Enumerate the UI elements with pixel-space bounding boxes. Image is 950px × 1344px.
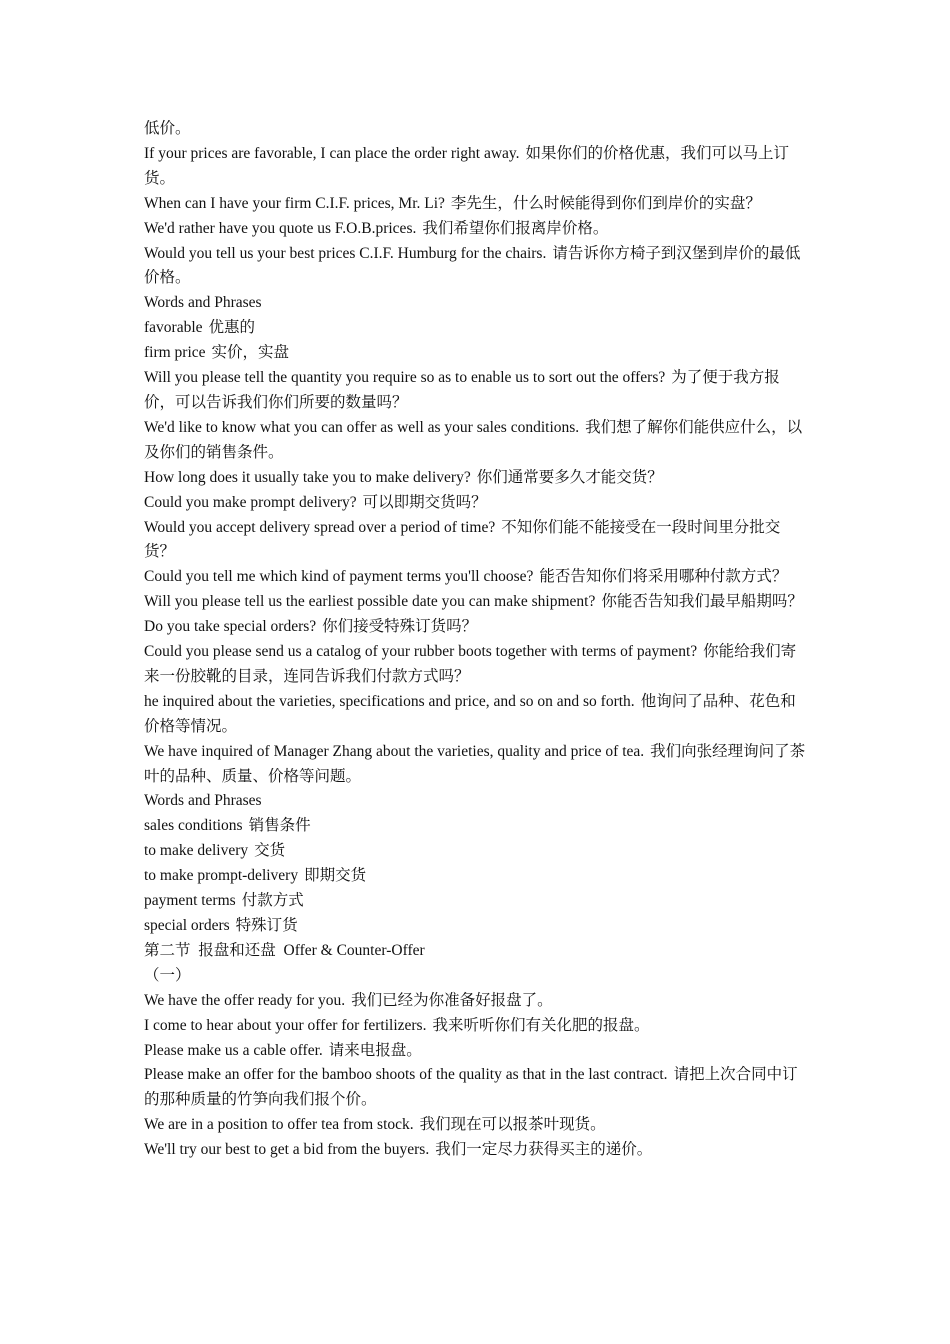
text-line: 低价。 — [144, 120, 191, 137]
text-line: Please make an offer for the bamboo shoots of the quality as that in the last contract. 请把上次合同中订的那种质量的竹笋向我们报个价。 — [144, 1066, 798, 1109]
glossary-item: favorable 优惠的 — [144, 319, 256, 337]
text-line: How long does it usually take you to make delivery? 你们通常要多久才能交货？ — [144, 468, 663, 486]
glossary-item: sales conditions 销售条件 — [144, 817, 311, 835]
text-line: Do you take special orders? 你们接受特殊订货吗？ — [144, 618, 478, 636]
glossary-item: firm price 实价，实盘 — [144, 344, 290, 362]
text-line: If your prices are favorable, I can place the order right away. 如果你们的价格优惠，我们可以马上订货。 — [144, 144, 790, 187]
text-line: We'll try our best to get a bid from the buyers. 我们一定尽力获得买主的递价。 — [144, 1141, 653, 1159]
text-line: We'd like to know what you can offer as well as your sales conditions. 我们想了解你们能供应什么，以及你们的销售条件。 — [144, 418, 803, 461]
section-heading: Words and Phrases — [144, 792, 262, 810]
text-line: We are in a position to offer tea from stock. 我们现在可以报茶叶现货。 — [144, 1116, 606, 1134]
glossary-item: payment terms 付款方式 — [144, 892, 304, 910]
text-line: When can I have your firm C.I.F. prices, Mr. Li? 李先生，什么时候能得到你们到岸价的实盘？ — [144, 194, 761, 212]
text-line: We have inquired of Manager Zhang about the varieties, quality and price of tea. 我们向张经理询问了茶叶的品种、质量、价格等问题。 — [144, 742, 806, 785]
text-line: I come to hear about your offer for fertilizers. 我来听听你们有关化肥的报盘。 — [144, 1016, 650, 1034]
text-line: Would you tell us your best prices C.I.F. Humburg for the chairs. 请告诉你方椅子到汉堡到岸价的最低价格。 — [144, 244, 801, 287]
glossary-item: to make prompt-delivery 即期交货 — [144, 867, 367, 885]
subsection-marker: （一） — [144, 966, 191, 984]
text-line: We'd rather have you quote us F.O.B.prices. 我们希望你们报离岸价格。 — [144, 219, 609, 237]
section-heading: Words and Phrases — [144, 294, 262, 312]
chapter-heading: 第二节 报盘和还盘 Offer & Counter-Offer — [144, 941, 425, 959]
text-line: Could you tell me which kind of payment terms you'll choose? 能否告知你们将采用哪种付款方式？ — [144, 568, 788, 586]
text-line: Will you please tell the quantity you require so as to enable us to sort out the offers? 为了便于我方报价，可以告诉我们你们所要的数量吗？ — [144, 369, 780, 411]
text-line: Could you make prompt delivery? 可以即期交货吗？ — [144, 493, 487, 511]
text-line: Will you please tell us the earliest possible date you can make shipment? 你能否告知我们最早船期吗？ — [144, 593, 803, 611]
text-line: We have the offer ready for you. 我们已经为你准备好报盘了。 — [144, 991, 553, 1009]
text-line: Would you accept delivery spread over a period of time? 不知你们能不能接受在一段时间里分批交货？ — [144, 518, 781, 561]
text-line: Could you please send us a catalog of your rubber boots together with terms of payment? 你能给我们寄来一份胶靴的目录，连同告诉我们付款方式吗？ — [144, 643, 797, 685]
glossary-item: to make delivery 交货 — [144, 842, 286, 860]
text-line: he inquired about the varieties, specifications and price, and so on and so forth. 他询问了品种、花色和价格等情况。 — [144, 692, 796, 735]
document-body — [144, 117, 810, 1163]
glossary-item: special orders 特殊订货 — [144, 917, 298, 934]
text-line: Please make us a cable offer. 请来电报盘。 — [144, 1041, 422, 1059]
